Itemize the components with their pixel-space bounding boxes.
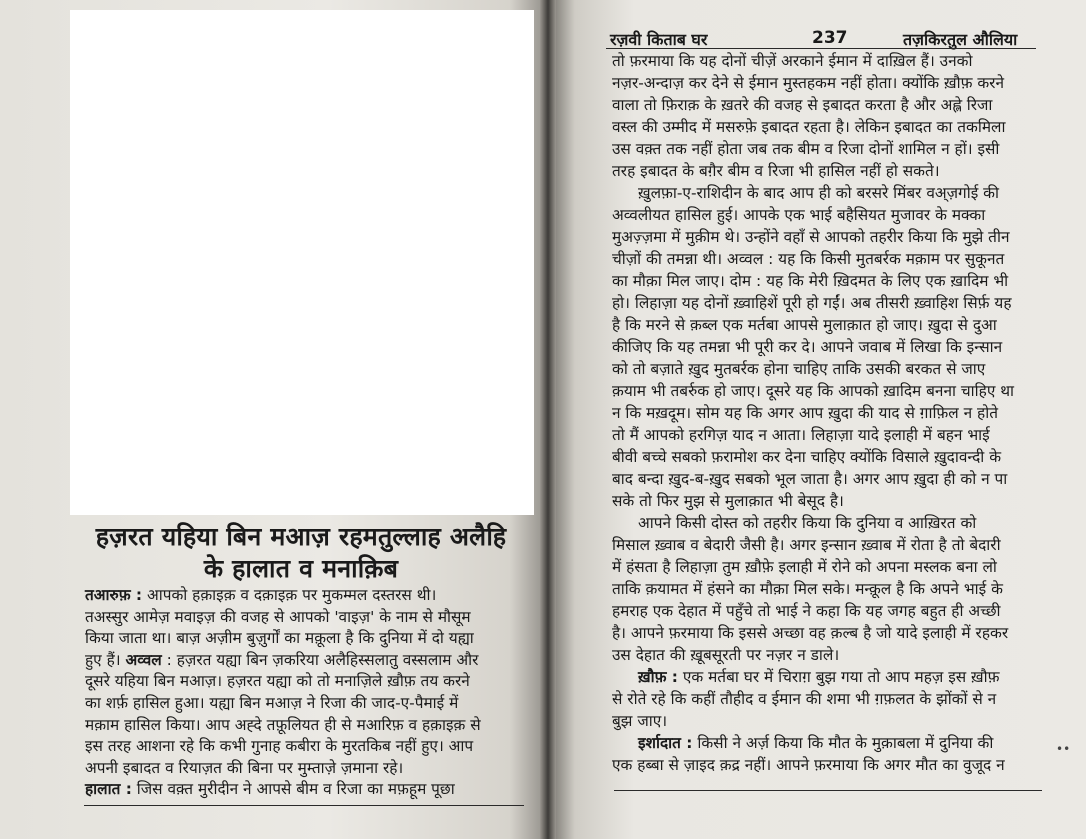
blank-region [70, 10, 534, 515]
line-text: हो। लिहाज़ा यह दोनों ख़्वाहिशें पूरी हो गईं। अब तीसरी ख़्वाहिश सिर्फ़ यह [612, 294, 1012, 312]
text-line [612, 293, 1040, 313]
line-text: तअस्सुर आमेज़ मवाइज़ की वजह से आपको 'वाइज़' के नाम से मौसूम [85, 607, 471, 626]
text-line [612, 689, 1040, 709]
book-gutter [540, 0, 556, 839]
text-line [85, 607, 525, 627]
text-line [612, 623, 1040, 643]
line-text: वाला तो फ़िराक़ के ख़तरे की वजह से इबादत करता है और अह्ले रिजा [612, 96, 993, 114]
line-text: अव्वलीयत हासिल हुई। आपके एक भाई बहैसियत मुजावर के मक्का [612, 206, 986, 224]
chapter-title-line-2: के हालात व मनाक़िब [203, 554, 399, 583]
line-text: ख़ुलफ़ा-ए-राशिदीन के बाद आप ही को बरसरे मिंबर वअ्ज़गोई की [638, 184, 999, 202]
line-text: मक़ाम हासिल किया। आप अह्दे तफ़ूलियत ही से मआरिफ़ व हक़ाइक़ से [85, 715, 481, 734]
line-text: का मौक़ा मिल जाए। दोम : यह कि मेरी ख़िदमत के लिए एक ख़ादिम भी [612, 272, 1009, 290]
text-line [85, 628, 525, 648]
text-line [638, 733, 1040, 753]
line-text: तो मैं आपको हरगिज़ याद न आता। लिहाज़ा यादे इलाही में बहन भाई [612, 426, 990, 444]
text-line [85, 715, 525, 735]
term-label: हालात : [85, 780, 132, 799]
header-page-number: 237 [812, 28, 848, 48]
term-label: तआरुफ़ : [85, 586, 143, 604]
text-line [612, 425, 1040, 445]
text-line [638, 183, 1040, 203]
term-label: अव्वल [125, 650, 162, 669]
term-label: ख़ौफ़ : [638, 668, 678, 686]
line-text: है। आपने फ़रमाया कि इससे अच्छा वह क़ल्ब है जो यादे इलाही में रहकर [612, 624, 1009, 642]
line-text: का शर्फ़ हासिल हुआ। यह्या बिन मआज़ ने रिजा की जाद-ए-पैमाई में [85, 694, 459, 712]
margin-mark: •• [1056, 742, 1071, 756]
line-text: ताकि क़यामत में हंसने का मौक़ा मिल सके। मन्क़ूल है कि अपने भाई के [612, 580, 1003, 598]
text-line [612, 227, 1040, 247]
text-line [612, 205, 1040, 225]
header-book-title: तज़किरतुल औलिया [903, 30, 1018, 49]
line-text: मुअज़्ज़मा में मुक़ीम थे। उन्होंने वहाँ से आपको तहरीर किया कि मुझे तीन [612, 228, 1010, 246]
line-text: बीवी बच्चे सबको फ़रामोश कर देना चाहिए क्योंकि विसाले ख़ुदावन्दी के [612, 448, 1002, 466]
text-line [612, 249, 1040, 269]
text-line [612, 535, 1040, 555]
text-line [612, 139, 1040, 159]
left-footer-rule [84, 805, 524, 806]
text-line [612, 381, 1040, 401]
text-line [612, 271, 1040, 291]
text-line [85, 650, 525, 670]
text-line [612, 73, 1040, 93]
line-text: जिस वक़्त मुरीदीन ने आपसे बीम व रिजा का मफ़हूम पूछा [136, 780, 455, 799]
text-line [638, 667, 1040, 687]
text-line [612, 645, 1040, 665]
text-line [85, 671, 525, 691]
line-text: एक हब्बा से ज़ाइद क़द्र नहीं। आपने फ़रमाया कि अगर मौत का वुजूद न [612, 756, 1005, 774]
line-text: अपनी इबादत व रियाज़त की बिना पर मुम्ताज़े ज़माना रहे। [85, 758, 404, 777]
text-line [612, 579, 1040, 599]
line-text: किसी ने अर्ज़ किया कि मौत के मुक़ाबला में दुनिया की [697, 734, 994, 752]
line-text: नज़र-अन्दाज़ कर देने से ईमान मुस्तहकम नहीं होता। क्योंकि ख़ौफ़ करने [612, 74, 1005, 92]
text-line [612, 469, 1040, 489]
text-line [612, 95, 1040, 115]
line-text: बाद बन्दा ख़ुद-ब-ख़ुद सबको भूल जाता है। अगर आप ख़ुदा ही को न पा [612, 470, 1008, 488]
line-text: है कि मरने से क़ब्ल एक मर्तबा आपसे मुलाक़ात हो जाए। ख़ुदा से दुआ [612, 316, 997, 334]
line-text: बुझ जाए। [612, 712, 668, 730]
text-line [612, 315, 1040, 335]
line-text: को तो बज़ाते ख़ुद मुतबर्रक होना चाहिए ताकि उसकी बरकत से जाए [612, 360, 986, 378]
line-text: तरह इबादत के बग़ैर बीम व रिजा भी हासिल नहीं हो सकते। [612, 162, 940, 180]
line-text: मिसाल ख़्वाब व बेदारी जैसी है। अगर इन्सान ख़्वाब में रोता है तो बेदारी [612, 536, 1001, 554]
text-line [612, 117, 1040, 137]
header-rule [606, 48, 1036, 49]
text-line [85, 585, 525, 605]
text-line [612, 161, 1040, 181]
text-line [612, 337, 1040, 357]
line-text: वस्ल की उम्मीद में मसरुफ़े इबादत रहता है। लेकिन इबादत का तकमिला [612, 118, 1006, 136]
line-text: न कि मख़दूम। सोम यह कि अगर आप ख़ुदा की याद से ग़ाफ़िल न होते [612, 404, 998, 422]
line-text-rest: : हज़रत यह्या बिन ज़करिया अलैहिस्सलातु वस्सलाम और [166, 650, 479, 669]
line-text: क़याम भी तबर्रुक हो जाए। दूसरे यह कि आपको ख़ादिम बनना चाहिए था [612, 382, 1015, 400]
line-text: दूसरे यहिया बिन मआज़। हज़रत यह्या को तो मनाज़िले ख़ौफ़ तय करने [85, 672, 470, 691]
text-line [612, 447, 1040, 467]
text-line [612, 491, 1040, 511]
text-line [638, 513, 1040, 533]
text-line [85, 736, 525, 756]
text-line [612, 601, 1040, 621]
text-line [85, 693, 525, 713]
text-line [85, 758, 525, 778]
term-label: इर्शादात : [638, 734, 693, 752]
line-text: में हंसता है लिहाज़ा तुम ख़ौफ़े इलाही में रोने को अपना मस्लक बना लो [612, 558, 997, 576]
line-text: आपने किसी दोस्त को तहरीर किया कि दुनिया व आख़िरत को [638, 514, 977, 532]
line-text: चीज़ों की तमन्ना थी। अव्वल : यह कि किसी मुतबर्रक मक़ाम पर सुकूनत [612, 250, 1005, 268]
line-text: हुए हैं। [85, 650, 121, 669]
line-text: से रोते रहे कि कहीं तौहीद व ईमान की शमा भी ग़फ़लत के झोंकों से न [612, 690, 997, 708]
text-line [612, 51, 1040, 71]
right-footer-rule [614, 790, 1042, 791]
text-line [612, 711, 1040, 731]
line-text: उस देहात की ख़ूबसूरती पर नज़र न डाले। [612, 646, 840, 664]
text-line [85, 779, 525, 799]
line-text: किया जाता था। बाज़ अज़ीम बुज़ुर्गों का मक़ूला है कि दुनिया में दो यह्या [85, 629, 474, 648]
header-publisher: रज़वी किताब घर [610, 30, 708, 49]
line-text: एक मर्तबा घर में चिराग़ बुझ गया तो आप महज़ इस ख़ौफ़ [682, 668, 1000, 686]
text-line [612, 359, 1040, 379]
text-line [612, 557, 1040, 577]
text-line [612, 403, 1040, 423]
line-text: कीजिए कि यह तमन्ना भी पूरी कर दे। आपने जवाब में लिखा कि इन्सान [612, 338, 1003, 356]
text-line [612, 755, 1040, 775]
line-text: हमराह एक देहात में पहुँचे तो भाई ने कहा कि यह जगह बहुत ही अच्छी [612, 602, 1001, 620]
line-text: तो फ़रमाया कि यह दोनों चीज़ें अरकाने ईमान में दाख़िल हैं। उनको [612, 52, 973, 70]
line-text: आपको हक़ाइक़ व दक़ाइक़ पर मुकम्मल दस्तरस थी। [147, 586, 437, 604]
line-text: उस वक़्त तक नहीं होता जब तक बीम व रिजा दोनों शामिल न हों। इसी [612, 140, 1000, 158]
chapter-title-line-1: हज़रत यहिया बिन मआज़ रहमतुल्लाह अलैहि [95, 522, 507, 551]
line-text: सके तो फिर मुझ से मुलाक़ात भी बेसूद है। [612, 492, 844, 510]
line-text: इस तरह आशना रहे कि कभी गुनाह कबीरा के मुरतकिब नहीं हुए। आप [85, 737, 474, 756]
